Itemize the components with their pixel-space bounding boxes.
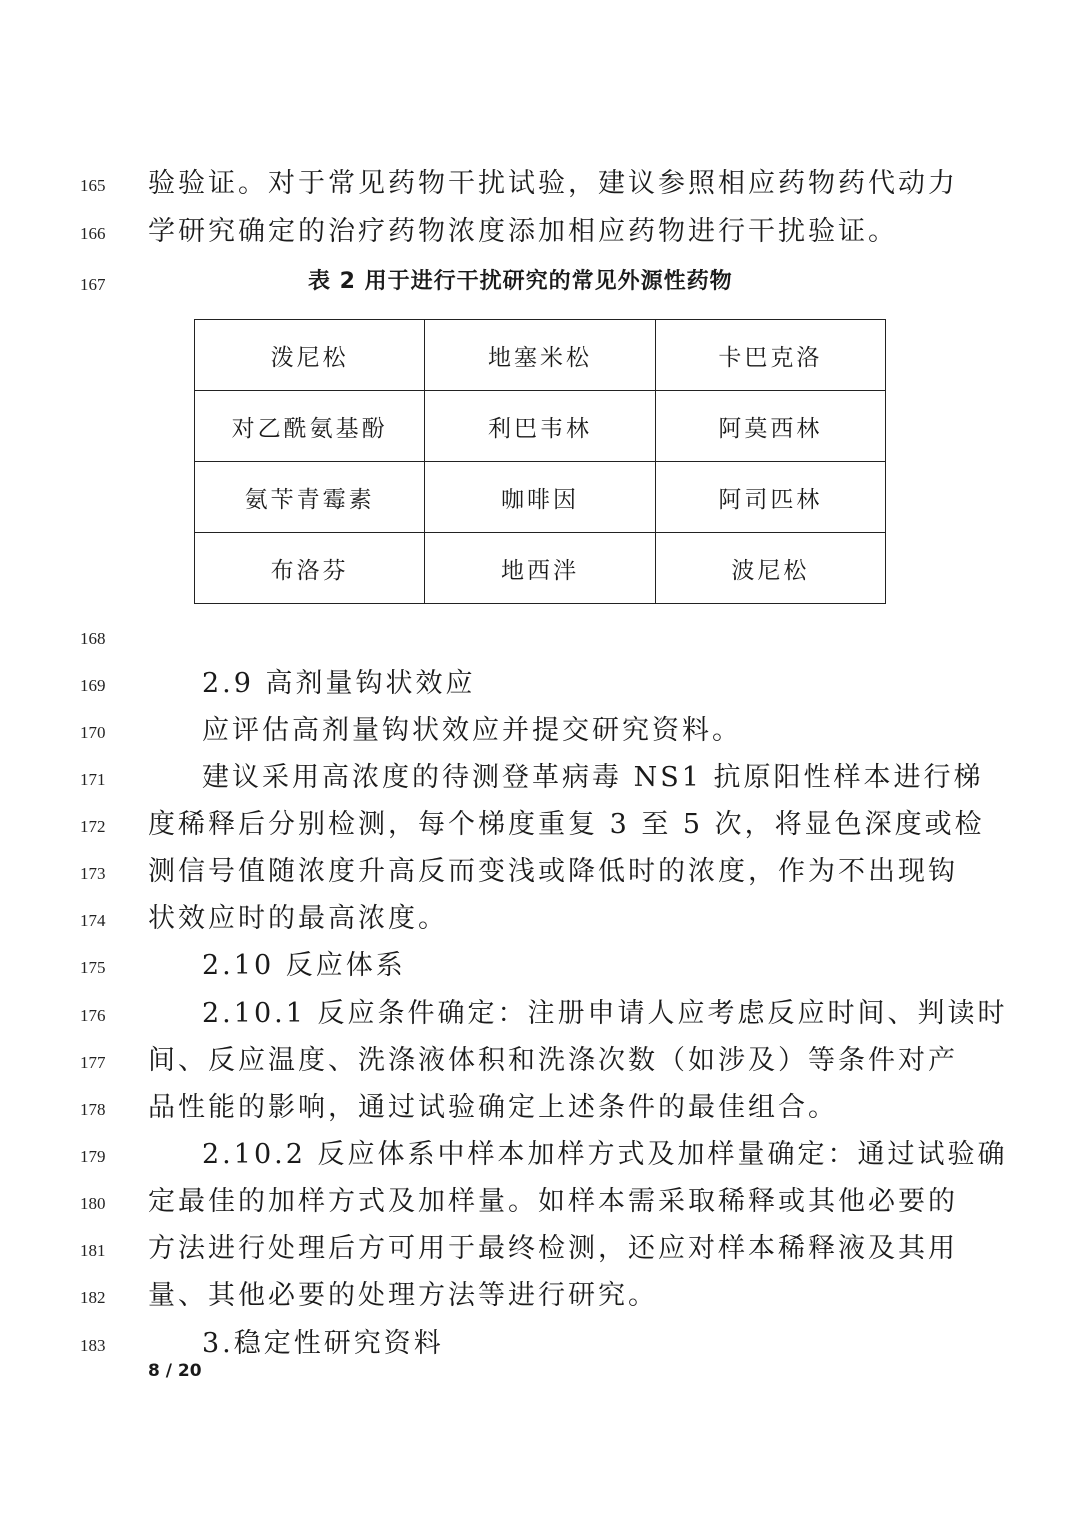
table-cell: 对乙酰氨基酚	[195, 391, 425, 462]
table-row	[195, 533, 886, 604]
table-cell: 卡巴克洛	[655, 320, 885, 391]
table-row	[195, 320, 886, 391]
line-number-180: 180	[80, 1194, 106, 1213]
line-number-175: 175	[80, 958, 106, 977]
line-number-182: 182	[80, 1288, 106, 1307]
paragraph-line: 2.10.2 反应体系中样本加样方式及加样量确定：通过试验确	[202, 1139, 1008, 1170]
paragraph-line: 验验证。对于常见药物干扰试验，建议参照相应药物药代动力	[148, 168, 958, 199]
paragraph-line: 应评估高剂量钩状效应并提交研究资料。	[202, 715, 742, 746]
section-heading: 2.9 高剂量钩状效应	[202, 668, 476, 699]
paragraph-line: 方法进行处理后方可用于最终检测，还应对样本稀释液及其用	[148, 1233, 958, 1264]
line-number-179: 179	[80, 1147, 106, 1166]
table-cell: 地西泮	[425, 533, 655, 604]
table-cell: 阿司匹林	[655, 462, 885, 533]
line-number-178: 178	[80, 1100, 106, 1119]
section-heading: 2.10 反应体系	[202, 950, 406, 981]
paragraph-line: 状效应时的最高浓度。	[148, 903, 448, 934]
table-cell: 波尼松	[655, 533, 885, 604]
paragraph-line: 学研究确定的治疗药物浓度添加相应药物进行干扰验证。	[148, 216, 898, 247]
table-row	[195, 462, 886, 533]
line-number-177: 177	[80, 1053, 106, 1072]
table-cell: 布洛芬	[195, 533, 425, 604]
line-number-168: 168	[80, 629, 106, 648]
table-cell: 泼尼松	[195, 320, 425, 391]
paragraph-line: 2.10.1 反应条件确定：注册申请人应考虑反应时间、判读时	[202, 998, 1008, 1029]
line-number-183: 183	[80, 1336, 106, 1355]
line-number-165: 165	[80, 176, 106, 195]
line-number-176: 176	[80, 1006, 106, 1025]
paragraph-line: 建议采用高浓度的待测登革病毒 NS1 抗原阳性样本进行梯	[202, 762, 984, 793]
line-number-167: 167	[80, 275, 106, 294]
table-cell: 地塞米松	[425, 320, 655, 391]
line-number-172: 172	[80, 817, 106, 836]
table-caption: 表 2 用于进行干扰研究的常见外源性药物	[308, 269, 733, 294]
table-cell: 咖啡因	[425, 462, 655, 533]
paragraph-line: 品性能的影响，通过试验确定上述条件的最佳组合。	[148, 1092, 838, 1123]
paragraph-line: 定最佳的加样方式及加样量。如样本需采取稀释或其他必要的	[148, 1186, 958, 1217]
table-cell: 阿莫西林	[655, 391, 885, 462]
line-number-166: 166	[80, 224, 106, 243]
table-cell: 利巴韦林	[425, 391, 655, 462]
table-cell: 氨苄青霉素	[195, 462, 425, 533]
paragraph-line: 量、其他必要的处理方法等进行研究。	[148, 1280, 658, 1311]
paragraph-line: 度稀释后分别检测，每个梯度重复 3 至 5 次，将显色深度或检	[148, 809, 985, 840]
section-heading: 3.稳定性研究资料	[202, 1328, 444, 1359]
page-number: 8 / 20	[148, 1361, 202, 1381]
line-number-170: 170	[80, 723, 106, 742]
line-number-171: 171	[80, 770, 106, 789]
line-number-173: 173	[80, 864, 106, 883]
paragraph-line: 间、反应温度、洗涤液体积和洗涤次数（如涉及）等条件对产	[148, 1045, 958, 1076]
line-number-169: 169	[80, 676, 106, 695]
line-number-181: 181	[80, 1241, 106, 1260]
table-row	[195, 391, 886, 462]
line-number-174: 174	[80, 911, 106, 930]
paragraph-line: 测信号值随浓度升高反而变浅或降低时的浓度，作为不出现钩	[148, 856, 958, 887]
drug-table	[194, 319, 886, 604]
